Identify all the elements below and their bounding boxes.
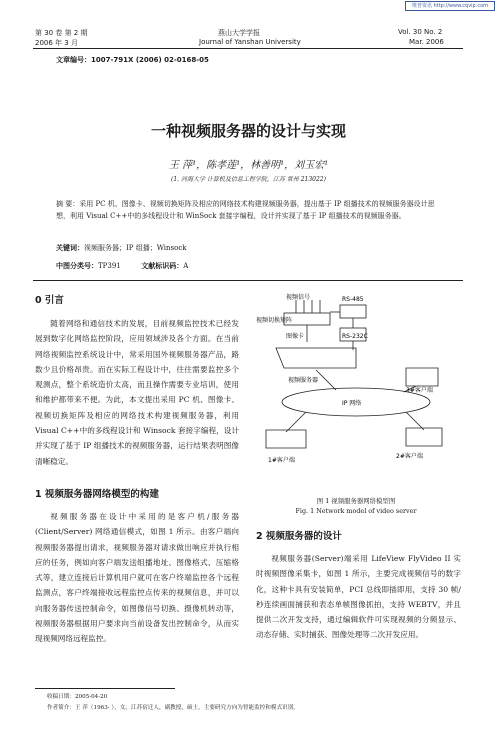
header-date: 2006 年 3 月	[35, 39, 78, 47]
header-journal-en: Journal of Yanshan University	[199, 38, 301, 46]
received-date: 收稿日期：2005-04-20	[47, 694, 108, 700]
rs485-box	[340, 305, 366, 318]
client-1-label: 1#客户端	[268, 457, 295, 464]
section-intro-heading: 0 引言	[35, 295, 64, 306]
client-2-computer-icon	[406, 428, 442, 446]
section-2-text: 视频服务器(Server)端采用 LifeView FlyVideo II 实时视频图像采集卡，如图 1 所示，主要完成视频信号的数字化，这种卡具有安装简单，PCI 总线即插即用，支持 30 帧/秒连续画面捕获和表态单帧图像抓拍，支持 WEBTV，并且提供二次开发支持，通过编辑软件可实现视频的分频显示、动态存储、实时捕获、图像处理等二次开发应用。	[256, 554, 461, 640]
section-2-heading: 2 视频服务器的设计	[256, 531, 342, 542]
watermark-stamp: 维普资讯 http://www.cqvip.com	[405, 1, 495, 11]
footnote-rule	[35, 688, 175, 689]
header-rule	[33, 48, 463, 49]
video-signal-label: 视频信号	[286, 294, 311, 301]
client-2-label: 2#客户端	[396, 453, 423, 460]
clc-label: 中图分类号：	[56, 262, 98, 270]
server-computer-icon	[276, 348, 356, 368]
rs232-label: RS-232C	[342, 333, 368, 340]
header-volume: 第 30 卷 第 2 期	[35, 29, 88, 37]
section-intro-text: 随着网络和通信技术的发展，目前视频监控技术已经发展到数字化网络监控阶段，应用领域涉及各个方面。在当前网络视频监控系统设计中，常采用国外视频服务器产品，路数少且价格昂贵。而在实际工程设计中，往往需要监控多个观测点，整个系统造价太高，而且操作需要专业培训，使用和维护都带来不便。为此，本文提出采用 PC 机、图像卡、视频切换矩阵及相应的网络技术构建视频服务器，利用 Visual C++中的多线程设计和 Winsock 套接字编程，设计并实现了基于 IP 组播技术的视频服务器，运行结果表明图像清晰稳定。	[35, 319, 239, 466]
classification	[56, 261, 188, 271]
author-list: 王 萍¹，陈孝莲¹，林善明¹，刘玉宏¹	[168, 160, 329, 171]
page-title: 一种视频服务器的设计与实现	[150, 122, 346, 140]
section-1-heading: 1 视频服务器网络模型的构建	[35, 489, 159, 500]
server-network-link	[316, 370, 336, 390]
doc-code-label: 文献标识码：	[141, 262, 184, 270]
clc-code: TP391	[98, 262, 121, 270]
client-1-computer-icon	[266, 430, 306, 448]
matrix-label: 视频切换矩阵	[256, 317, 293, 324]
client-3-label: 3#客户端	[406, 387, 433, 394]
header-date-en: Mar. 2006	[409, 38, 444, 46]
abstract: 摘 要：采用 PC 机、图像卡、视频切换矩阵及相应的网络技术构建视频服务器，提出基于 IP 组播技术的视频服务器设计思想，利用 Visual C++中的多线程设计和 WinSock 套接字编程，设计并实现了基于 IP 组播技术的视频服务器。	[56, 200, 435, 220]
section-1-text: 视频服务器在设计中采用的是客户机/服务器(Client/Server) 网络通信模式，如图 1 所示。由客户端向视频服务器提出请求，视频服务器对请求做出响应并执行相应的任务，例如向客户端发送组播地址、图像格式、压缩格式等，建立连接后计算机用户就可在客户终端监控各个远程监测点，客户终端接收远程监控点传来的视频信息，并可以向服务器传送控制命令，如图像信号切换、摄像机转动等，视频服务器根据用户要求向当前设备发出控制命令，从而实现视频网络远程监控。	[35, 512, 239, 644]
abstract-rule	[33, 280, 463, 281]
server-label: 视频服务器	[288, 377, 319, 384]
keywords-text: 视频服务器；IP 组播；Winsock	[84, 244, 187, 252]
client-1-network-link	[286, 412, 306, 432]
capture-card-label: 图像卡	[286, 333, 305, 340]
client-3-computer-icon	[406, 368, 438, 386]
network-model-figure	[256, 290, 456, 486]
author-bio: 作者简介：王 萍（1963- ），女，江苏宿迁人，副教授，硕士，主要研究方向为智能监控和模式识别。	[47, 705, 299, 711]
ip-network-label: IP 网络	[342, 400, 362, 407]
rs485-label: RS-485	[342, 296, 364, 303]
client-2-network-link	[406, 412, 424, 430]
doc-code: A	[183, 262, 189, 270]
keywords	[56, 243, 187, 253]
article-number: 文章编号：1007-791X (2006) 02-0168-05	[56, 56, 209, 64]
affiliation: (1. 河海大学 计算机及信息工程学院，江苏 常州 213022)	[171, 176, 326, 183]
figure-caption-cn: 图 1 视频服务器网络模型图	[316, 497, 396, 505]
figure-caption-en: Fig. 1 Network model of video server	[295, 507, 417, 515]
header-journal-cn: 燕山大学学报	[218, 29, 260, 37]
header-volume-en: Vol. 30 No. 2	[398, 28, 443, 36]
keywords-label: 关键词：	[56, 244, 84, 252]
